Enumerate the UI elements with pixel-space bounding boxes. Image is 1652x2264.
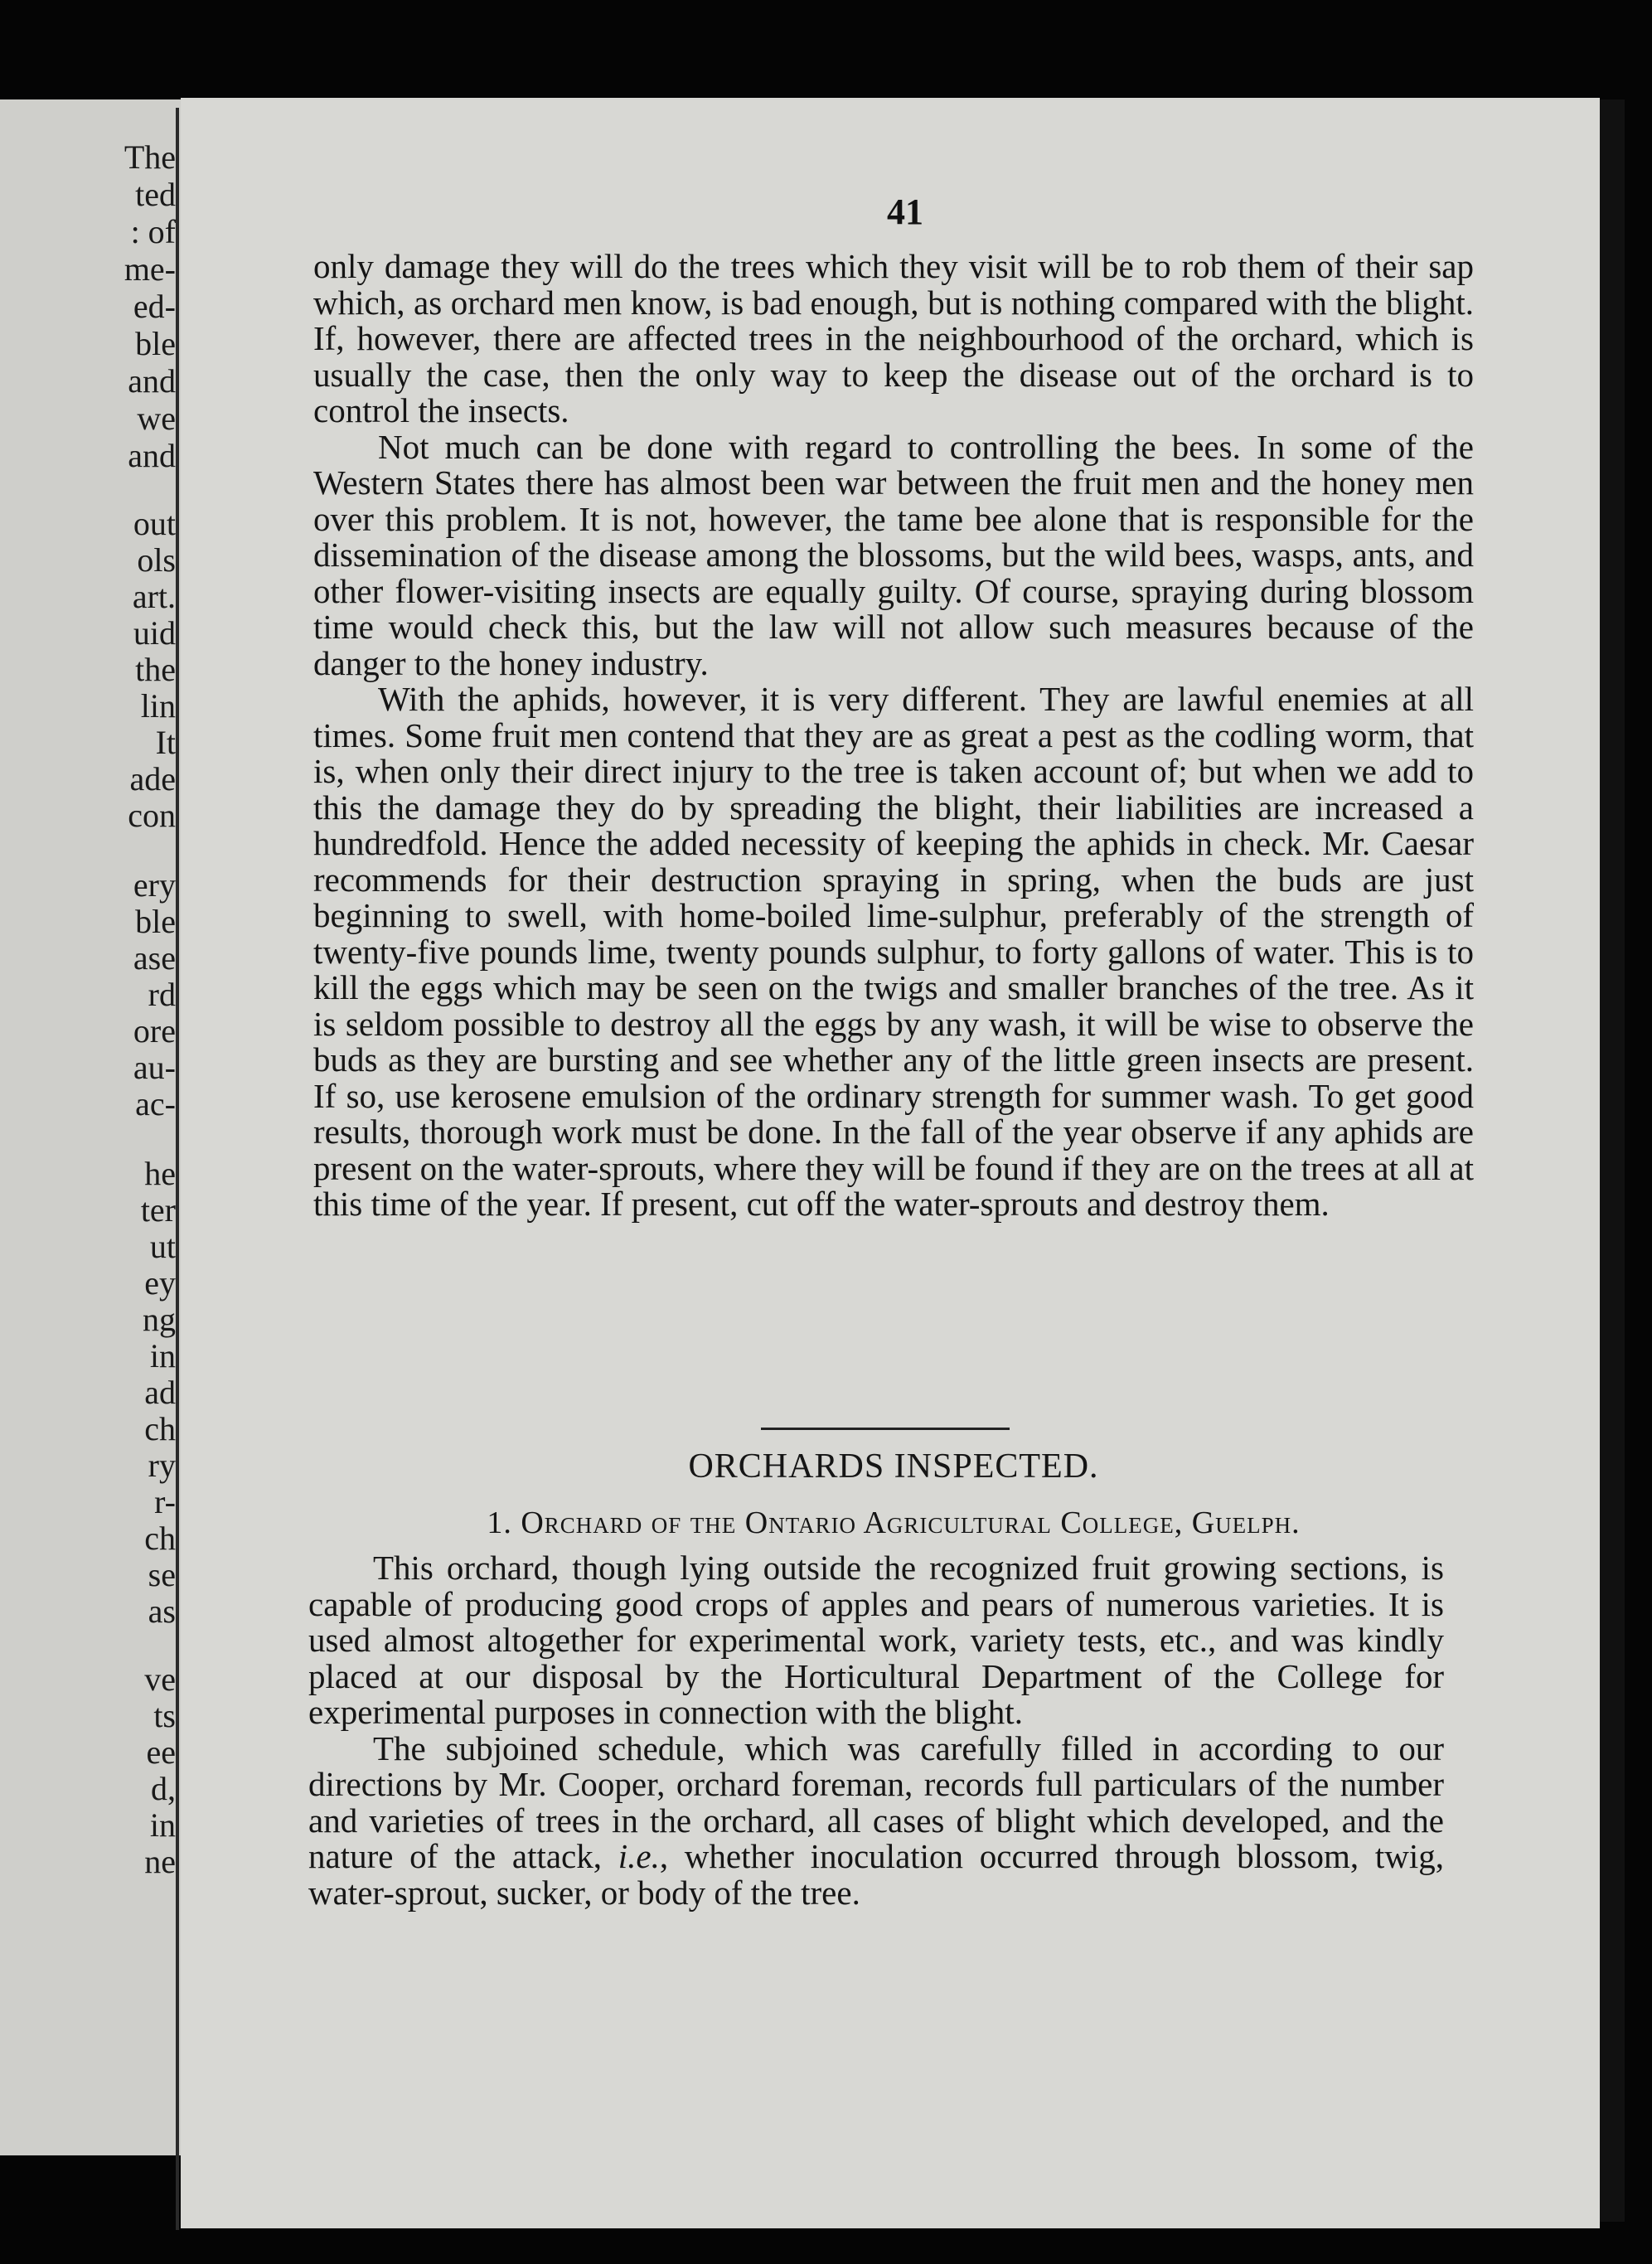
paragraph-text: , whether inoculation occurred through blossom, twig, water-sprout, sucker, or body of the tree. [308,1837,1444,1912]
facing-page-text-fragment: we [137,400,176,437]
section-body [308,1550,1444,1911]
facing-page-text-fragment: ac- [135,1085,176,1122]
page-edge-shadow [1600,99,1625,2222]
facing-page-text-fragment: ng [143,1301,176,1338]
paragraph: Not much can be done with regard to controlling the bees. In some of the Western States there has almost been war between the fruit men and the honey men over this problem. It is not, however, the tame bee alone that is responsible for the dissemination of the disease among the blossoms, but the wild bees, wasps, ants, and other flower-visiting insects are equally guilty. Of course, spraying during blossom time would check this, but the law will not allow such measures because of the danger to the honey industry. [313,427,1474,682]
facing-page-text-fragment: au- [133,1049,176,1086]
facing-page-text-fragment: ts [153,1697,176,1734]
facing-page-text-fragment: con [128,797,176,834]
facing-page-text-fragment: in [149,1806,176,1844]
facing-page-text-fragment: ter [140,1191,176,1229]
facing-page-edge [0,99,181,2155]
facing-page-text-fragment: se [148,1556,176,1593]
facing-page-text-fragment: art. [132,578,176,615]
paragraph-text: This orchard, though lying outside the recognized fruit growing sections, is capable of producing good crops of apples and pears of numerous varieties. It is used almost altogether for experimental work, variety tests, etc., and was kindly placed at our disposal by the Horticultural Department of the College for experimental purposes in connection with the blight. [308,1549,1444,1731]
paragraph: only damage they will do the trees which they visit will be to rob them of their sap which, as orchard men know, is bad enough, but is nothing compared with the blight. If, however, there are affected trees in the neighbourhood of the orchard, which is usually the case, then the only way to keep the disease out of the orchard is to control the insects. [313,247,1474,429]
facing-page-text-fragment: in [149,1337,176,1374]
facing-page-text-fragment: ble [135,903,176,940]
facing-page-text-fragment: me- [124,250,176,288]
facing-page-text-fragment: the [135,651,176,688]
paragraph-text: The subjoined schedule, which was carefully filled in according to our directions by Mr. Cooper, orchard foreman, records full particulars of the number and varieties of trees in the orchard, all cases of blight which developed, and the nature of the attack, [308,1728,1444,1875]
facing-page-text-fragment: as [148,1593,176,1630]
facing-page-text-fragment: ed- [133,288,176,325]
facing-page-text-fragment: r- [154,1483,176,1520]
paragraph [308,1550,1444,1731]
facing-page-text-fragment: rd [148,976,176,1013]
facing-page-text-fragment: ery [133,866,176,904]
facing-page-text-fragment: out [133,505,176,542]
facing-page-text-fragment: ade [129,760,176,797]
facing-page-text-fragment: ne [144,1843,176,1880]
facing-page-text-fragment: ch [144,1410,176,1447]
facing-page-text-fragment: and [128,362,176,400]
facing-page-text-fragment: It [155,724,176,761]
facing-page-text-fragment: he [144,1155,176,1192]
facing-page-text-fragment: : of [130,213,176,250]
facing-page-text-fragment: ry [148,1447,176,1484]
section-divider [761,1428,1010,1430]
book-gutter [176,108,179,2230]
facing-page-text-fragment: and [128,437,176,474]
emphasis: i.e. [618,1837,660,1875]
facing-page-text-fragment: ee [146,1733,176,1771]
facing-page-text-fragment: d, [151,1770,176,1807]
section-heading: ORCHARDS INSPECTED. [688,1447,1099,1486]
facing-page-text-fragment: ore [133,1012,176,1050]
facing-page-text-fragment: ve [144,1660,176,1698]
facing-page-text-fragment: ted [135,176,176,213]
facing-page-text-fragment: ad [144,1374,176,1411]
facing-page-text-fragment: ey [144,1264,176,1302]
facing-page-text-fragment: uid [133,614,176,652]
facing-page-text-fragment: ch [144,1520,176,1557]
facing-page-text-fragment: ut [149,1228,176,1265]
facing-page-text-fragment: The [124,138,176,176]
paragraph: With the aphids, however, it is very different. They are lawful enemies at all times. Some fruit men contend that they are as great a pest as the codling worm, that is, when only their direct injury to the tree is taken account of; but when we add to this the damage they do by spreading the blight, their liabilities are increased a hundredfold. Hence the added necessity of keeping the aphids in check. Mr. Caesar recommends for their destruction spraying in spring, when the buds are just beginning to swell, with home-boiled lime-sulphur, preferably of the strength of twenty-five pounds lime, twenty pounds sulphur, to forty gallons of water. This is to kill the eggs which may be seen on the twigs and smaller branches of the tree. As it is seldom possible to destroy all the eggs by any wash, it will be wise to observe the buds as they are bursting and see whether any of the little green insects are present. If so, use kerosene emulsion of the ordinary strength for summer wash. To get good results, thorough work must be done. In the fall of the year observe if any aphids are present on the water-sprouts, where they will be found if they are on the trees at all at this time of the year. If present, cut off the water-sprouts and destroy them. [313,680,1474,1223]
facing-page-text-fragment: ble [135,325,176,362]
facing-page-text-fragment: ase [133,939,176,977]
page-number: 41 [887,191,923,232]
section-subheading: 1. Orchard of the Ontario Agricultural College, Guelph. [487,1505,1301,1540]
paragraph [308,1728,1444,1912]
facing-page-text-fragment: ols [137,541,176,579]
body-text [313,249,1474,1223]
facing-page-text-fragment: lin [140,687,176,725]
